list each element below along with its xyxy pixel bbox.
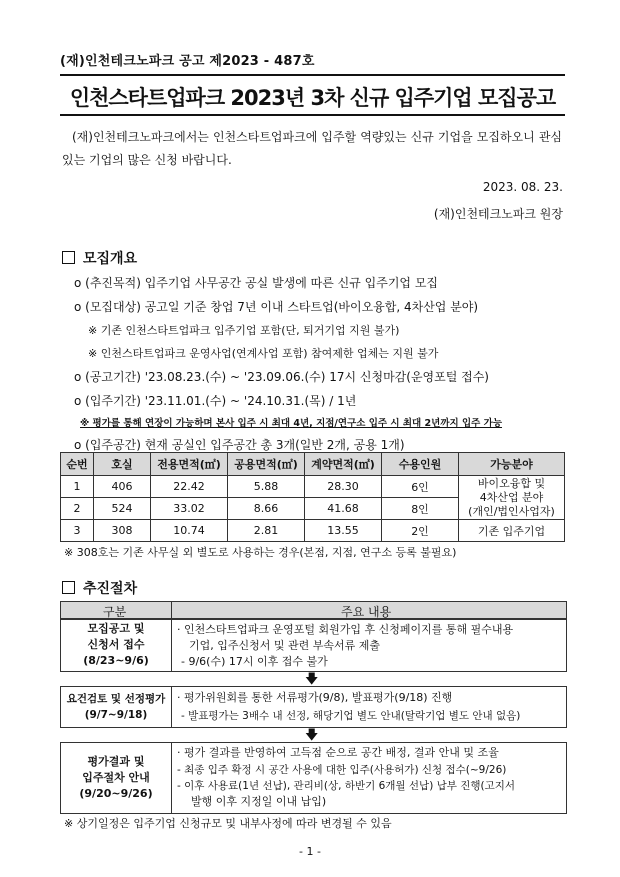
step-label: 모집공고 및 신청서 접수 (8/23~9/6)	[61, 619, 172, 671]
procedure-step	[60, 686, 567, 728]
step-item: - 9/6(수) 17시 이후 접수 불가	[181, 655, 328, 668]
intro-text: (재)인천테크노파크에서는 인천스타트업파크에 입주할 역량있는 신규 기업을 모집하오니 관심 있는 기업의 많은 신청 바랍니다.	[62, 130, 562, 167]
procedure-note: ※ 상기일정은 입주기업 신청규모 및 내부사정에 따라 변경될 수 있음	[64, 817, 392, 830]
procedure-step	[60, 742, 567, 814]
overview-note: ※ 인천스타트업파크 운영사업(연계사업 포함) 참여제한 업체는 지원 불가	[88, 347, 439, 360]
page-title: 인천스타트업파크 2023년 3차 신규 입주기업 모집공고	[69, 86, 556, 110]
checkbox-square-icon	[62, 581, 75, 594]
title-rule-bottom	[60, 114, 565, 116]
table-cell: 5.88	[228, 476, 305, 498]
table-cell: 2.81	[228, 520, 305, 542]
step-item: 발행 이후 지정일 이내 납입)	[191, 795, 327, 808]
step-label: 요건검토 및 선정평가 (9/7~9/18)	[61, 687, 172, 727]
title-rule-top	[60, 74, 565, 76]
page-number: - 1 -	[299, 845, 321, 858]
column-header: 전용면적(㎡)	[151, 453, 228, 476]
table-cell: 2인	[382, 520, 459, 542]
announce-date: 2023. 08. 23.	[482, 180, 563, 194]
table-cell: 41.68	[305, 498, 382, 520]
step-item: - 이후 사용료(1년 선납), 관리비(상, 하반기 6개월 선납) 납부 진행(고지서	[177, 780, 516, 792]
signer: (재)인천테크노파크 원장	[433, 207, 563, 221]
table-cell: 524	[94, 498, 151, 520]
overview-line: o (추진목적) 입주기업 사무공간 공실 발생에 따른 신규 입주기업 모집	[74, 276, 439, 290]
column-header: 구분	[103, 605, 127, 619]
header-divider	[171, 602, 172, 619]
table-cell: 10.74	[151, 520, 228, 542]
overview-line: o (입주기간) '23.11.01.(수) ~ '24.10.31.(목) / 1년	[74, 394, 357, 408]
table-cell: 3	[61, 520, 94, 542]
step-item: · 인천스타트업파크 운영포털 회원가입 후 신청페이지를 통해 필수내용	[177, 623, 514, 636]
table-row	[61, 520, 565, 542]
table-cell: 33.02	[151, 498, 228, 520]
table-cell: 308	[94, 520, 151, 542]
step-item: 기업, 입주신청서 및 관련 부속서류 제출	[189, 639, 380, 652]
column-header: 수용인원	[382, 453, 459, 476]
column-header: 공용면적(㎡)	[228, 453, 305, 476]
overview-line: o (모집대상) 공고일 기준 창업 7년 이내 스타트업(바이오융합, 4차산업 분야)	[74, 300, 479, 314]
table-cell: 22.42	[151, 476, 228, 498]
space-table	[60, 452, 565, 542]
table-cell: 8.66	[228, 498, 305, 520]
checkbox-square-icon	[62, 251, 75, 264]
column-header: 계약면적(㎡)	[305, 453, 382, 476]
step-item: - 발표평가는 3배수 내 선정, 해당기업 별도 안내(탈락기업 별도 안내 없음)	[181, 710, 521, 722]
table-cell: 1	[61, 476, 94, 498]
notice-number: (재)인천테크노파크 공고 제2023 - 487호	[60, 54, 315, 69]
step-item: · 평가위원회를 통한 서류평가(9/8), 발표평가(9/18) 진행	[177, 691, 453, 704]
overview-line: o (입주공간) 현재 공실인 입주공간 총 3개(일반 2개, 공용 1개)	[74, 438, 405, 452]
step-item: · 평가 결과를 반영하여 고득점 순으로 공간 배정, 결과 안내 및 조율	[177, 746, 499, 759]
overview-note: ※ 기존 인천스타트업파크 입주기업 포함(단, 퇴거기업 지원 불가)	[88, 324, 400, 337]
table-cell: 2	[61, 498, 94, 520]
table-cell-field: 기존 입주기업	[459, 520, 565, 542]
table-cell: 13.55	[305, 520, 382, 542]
overview-extension-note: ※ 평가를 통해 연장이 가능하며 본사 입주 시 최대 4년, 지점/연구소 입주 시 최대 2년까지 입주 가능	[80, 418, 503, 429]
step-label: 평가결과 및 입주절차 안내 (9/20~9/26)	[61, 743, 172, 813]
table-cell: 28.30	[305, 476, 382, 498]
column-header: 주요 내용	[341, 605, 392, 619]
table-header-row	[61, 453, 565, 476]
section-overview-heading: 모집개요	[62, 248, 137, 268]
table-row	[61, 476, 565, 498]
column-header: 호실	[94, 453, 151, 476]
procedure-step	[60, 618, 567, 672]
table-note: ※ 308호는 기존 사무실 외 별도로 사용하는 경우(본점, 지점, 연구소 등록 불필요)	[64, 546, 457, 559]
step-item: - 최종 입주 확정 시 공간 사용에 대한 입주(사용허가) 신청 접수(~9/26)	[177, 764, 507, 776]
table-cell-field: 바이오융합 및 4차산업 분야 (개인/법인사업자)	[459, 476, 565, 520]
table-cell: 406	[94, 476, 151, 498]
table-cell: 6인	[382, 476, 459, 498]
column-header: 순번	[61, 453, 94, 476]
arrow-down-icon: 🡇	[305, 728, 319, 743]
column-header: 가능분야	[459, 453, 565, 476]
overview-line: o (공고기간) '23.08.23.(수) ~ '23.09.06.(수) 17시 신청마감(운영포털 접수)	[74, 370, 489, 384]
arrow-down-icon: 🡇	[305, 672, 319, 687]
section-procedure-heading: 추진절차	[62, 578, 137, 598]
table-cell: 8인	[382, 498, 459, 520]
